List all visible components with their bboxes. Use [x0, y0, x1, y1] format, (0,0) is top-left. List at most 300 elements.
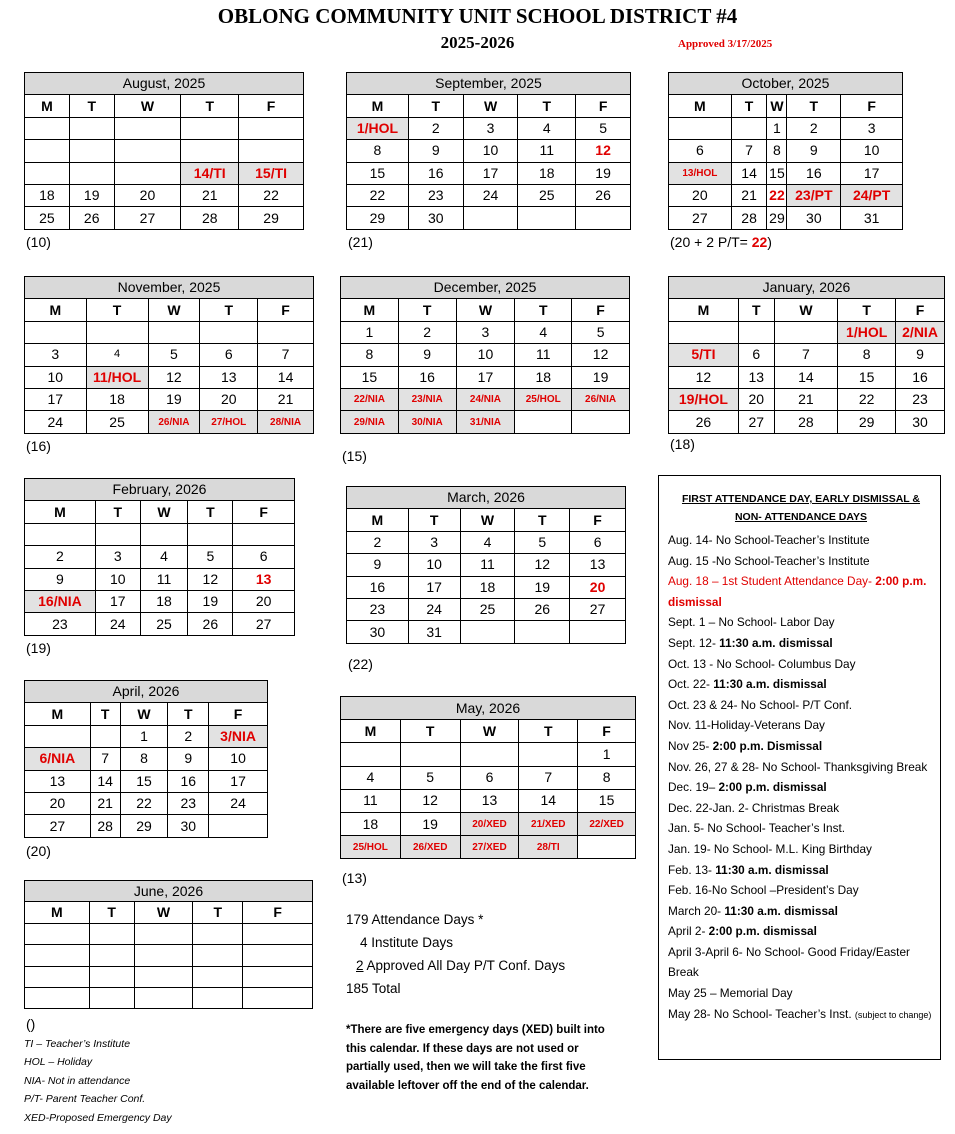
day-cell: 17	[456, 366, 515, 388]
day-cell: 11	[460, 554, 515, 576]
legend-item: HOL – Holiday	[24, 1056, 93, 1069]
day-cell: 28	[774, 411, 838, 433]
weekday-header: T	[519, 720, 578, 743]
day-cell: 7	[731, 140, 767, 162]
week-row	[669, 388, 945, 410]
legend-item: TI – Teacher’s Institute	[24, 1038, 131, 1050]
day-cell: 28	[90, 815, 120, 837]
day-cell: 19	[515, 576, 570, 598]
day-cell: 11	[140, 568, 188, 590]
day-cell: 21	[90, 792, 120, 814]
day-cell: 13	[233, 568, 295, 590]
weekday-header: M	[341, 720, 401, 743]
day-cell: 3	[456, 321, 515, 343]
day-cell: 18	[460, 576, 515, 598]
day-cell	[774, 321, 838, 343]
day-cell: 22	[239, 184, 304, 206]
day-cell	[134, 945, 193, 966]
day-cell: 25/HOL	[341, 836, 401, 859]
day-cell: 26/NIA	[572, 388, 630, 410]
important-date-item: May 25 – Memorial Day	[668, 986, 793, 1001]
day-cell: 15	[120, 770, 168, 792]
week-row	[347, 207, 631, 229]
weekday-header: M	[25, 299, 87, 321]
day-cell: 30	[408, 207, 463, 229]
day-cell: 17	[25, 388, 87, 410]
day-cell	[193, 945, 243, 966]
day-cell: 30	[168, 815, 209, 837]
important-date-item: Oct. 13 - No School- Columbus Day	[668, 656, 856, 671]
day-cell	[114, 140, 181, 162]
day-cell: 2	[398, 321, 456, 343]
day-cell: 10	[841, 140, 903, 162]
day-cell: 23	[168, 792, 209, 814]
day-cell	[463, 207, 518, 229]
day-cell: 7	[774, 344, 838, 366]
month-calendar	[24, 478, 295, 636]
week-row	[347, 576, 626, 598]
day-cell	[25, 117, 70, 139]
important-date-item: April 3-April 6- No School- Good Friday/Easter Break	[668, 944, 910, 980]
day-cell: 5	[576, 117, 631, 139]
day-cell	[89, 966, 134, 987]
day-cell: 11/HOL	[86, 366, 148, 388]
day-cell: 24	[463, 184, 518, 206]
weekday-header: T	[168, 703, 209, 725]
important-date-item: Sept. 1 – No School- Labor Day	[668, 615, 835, 630]
day-cell: 12	[188, 568, 233, 590]
day-cell: 18	[515, 366, 572, 388]
weekday-header: T	[181, 95, 239, 117]
day-cell: 18	[86, 388, 148, 410]
week-row	[25, 792, 268, 814]
day-cell: 7	[258, 344, 314, 366]
day-cell	[193, 966, 243, 987]
day-cell: 1	[767, 117, 787, 139]
day-cell	[140, 523, 188, 545]
week-row	[25, 945, 313, 966]
day-cell: 22	[120, 792, 168, 814]
day-cell: 10	[463, 140, 518, 162]
weekday-header: T	[90, 703, 120, 725]
day-cell: 13	[25, 770, 91, 792]
day-cell: 13	[570, 554, 626, 576]
day-cell	[460, 743, 519, 766]
day-cell: 14	[774, 366, 838, 388]
day-cell: 8	[838, 344, 896, 366]
day-cell: 12	[515, 554, 570, 576]
month-attendance-count: (13)	[342, 870, 367, 886]
day-cell: 29	[120, 815, 168, 837]
day-cell: 29	[239, 207, 304, 229]
day-cell: 21	[774, 388, 838, 410]
day-cell: 26	[188, 613, 233, 635]
day-cell	[341, 743, 401, 766]
day-cell: 27/XED	[460, 836, 519, 859]
day-cell	[148, 321, 200, 343]
legend	[24, 1035, 172, 1127]
day-cell: 15/TI	[239, 162, 304, 184]
important-date-item: Oct. 22- 11:30 a.m. dismissal	[668, 677, 827, 692]
month-calendar	[346, 486, 626, 644]
day-cell: 20	[738, 388, 774, 410]
day-cell: 16/NIA	[25, 590, 96, 612]
weekday-header: W	[140, 501, 188, 523]
day-cell: 19/HOL	[669, 388, 739, 410]
school-year: 2025-2026	[440, 33, 515, 52]
day-cell: 11	[515, 344, 572, 366]
week-row	[25, 162, 304, 184]
day-cell	[181, 117, 239, 139]
day-cell	[95, 523, 140, 545]
legend-item: NIA- Not in attendance	[24, 1074, 131, 1087]
month-name: August, 2025	[25, 73, 304, 95]
week-row	[341, 344, 630, 366]
day-cell: 27	[233, 613, 295, 635]
day-cell: 26	[669, 411, 739, 433]
weekday-header: W	[148, 299, 200, 321]
day-cell: 22	[767, 184, 787, 206]
day-cell	[69, 117, 114, 139]
day-cell	[193, 923, 243, 944]
day-cell: 15	[578, 789, 636, 812]
day-cell: 18	[25, 184, 70, 206]
day-cell	[576, 207, 631, 229]
day-cell: 16	[787, 162, 841, 184]
weekday-header: F	[258, 299, 314, 321]
day-cell	[669, 321, 739, 343]
day-cell	[239, 140, 304, 162]
weekday-header: F	[576, 95, 631, 117]
weekday-header: T	[89, 902, 134, 923]
weekday-header: W	[456, 299, 515, 321]
day-cell: 10	[25, 366, 87, 388]
day-cell: 24	[209, 792, 268, 814]
day-cell: 16	[408, 162, 463, 184]
week-row	[25, 568, 295, 590]
day-cell: 17	[95, 590, 140, 612]
day-cell	[25, 987, 90, 1008]
week-row	[25, 411, 314, 433]
day-cell: 29	[838, 411, 896, 433]
week-row	[669, 117, 903, 139]
day-cell	[114, 162, 181, 184]
day-cell: 10	[408, 554, 460, 576]
weekday-header: F	[209, 703, 268, 725]
month-name: November, 2025	[25, 277, 314, 299]
day-cell: 30	[787, 207, 841, 229]
week-row	[341, 836, 636, 859]
weekday-header: T	[188, 501, 233, 523]
day-cell: 26	[69, 207, 114, 229]
day-cell: 26/XED	[400, 836, 460, 859]
important-date-item: Aug. 18 – 1st Student Attendance Day- 2:00 p.m. dismissal	[668, 574, 927, 609]
week-row	[25, 546, 295, 568]
week-row	[341, 411, 630, 433]
day-cell: 27	[114, 207, 181, 229]
day-cell	[518, 207, 576, 229]
week-row	[25, 321, 314, 343]
day-cell	[89, 945, 134, 966]
weekday-header: F	[233, 501, 295, 523]
day-cell: 6/NIA	[25, 748, 91, 770]
pt-conf-label: Approved All Day P/T Conf. Days	[363, 958, 566, 973]
important-date-item: Nov. 26, 27 & 28- No School- Thanksgiving Break	[668, 759, 928, 774]
weekday-header: T	[731, 95, 767, 117]
day-cell: 1	[578, 743, 636, 766]
month-name: February, 2026	[25, 479, 295, 501]
weekday-header: W	[114, 95, 181, 117]
day-cell	[738, 321, 774, 343]
day-cell: 1/HOL	[838, 321, 896, 343]
important-date-item: May 28- No School- Teacher’s Inst. (subject to change)	[668, 1006, 932, 1021]
week-row	[25, 388, 314, 410]
week-row	[347, 117, 631, 139]
day-cell: 31/NIA	[456, 411, 515, 433]
day-cell: 9	[168, 748, 209, 770]
day-cell	[209, 815, 268, 837]
day-cell	[200, 321, 258, 343]
week-row	[341, 366, 630, 388]
day-cell: 22	[347, 184, 409, 206]
weekday-header: F	[570, 509, 626, 531]
day-cell: 6	[460, 766, 519, 789]
important-date-item: Feb. 16-No School –President’s Day	[668, 883, 859, 898]
day-summary	[346, 908, 565, 1000]
important-date-item: April 2- 2:00 p.m. dismissal	[668, 924, 817, 939]
day-cell: 20	[570, 576, 626, 598]
day-cell: 17	[209, 770, 268, 792]
day-cell	[134, 987, 193, 1008]
month-calendar	[24, 880, 313, 1009]
day-cell: 25	[518, 184, 576, 206]
weekday-header: M	[341, 299, 399, 321]
week-row	[347, 162, 631, 184]
day-cell: 26	[576, 184, 631, 206]
weekday-header: W	[767, 95, 787, 117]
day-cell: 12	[148, 366, 200, 388]
day-cell: 1	[341, 321, 399, 343]
day-cell: 3	[25, 344, 87, 366]
important-date-item: Sept. 12- 11:30 a.m. dismissal	[668, 635, 833, 650]
weekday-header: T	[398, 299, 456, 321]
month-attendance-count: (16)	[26, 438, 51, 454]
month-attendance-count: (20 + 2 P/T= 22)	[670, 234, 772, 250]
week-row	[25, 344, 314, 366]
week-row	[25, 613, 295, 635]
week-row	[669, 207, 903, 229]
day-cell: 23	[408, 184, 463, 206]
day-cell: 11	[341, 789, 401, 812]
day-cell: 2	[347, 531, 409, 553]
day-cell	[25, 140, 70, 162]
day-cell: 2	[408, 117, 463, 139]
day-cell	[400, 743, 460, 766]
day-cell	[114, 117, 181, 139]
day-cell: 6	[200, 344, 258, 366]
week-row	[347, 598, 626, 620]
day-cell	[25, 725, 91, 747]
week-row	[347, 621, 626, 643]
day-cell: 9	[398, 344, 456, 366]
weekday-header: W	[460, 720, 519, 743]
day-cell: 16	[398, 366, 456, 388]
day-cell: 5/TI	[669, 344, 739, 366]
month-name: March, 2026	[347, 487, 626, 509]
weekday-header: T	[193, 902, 243, 923]
weekday-header: F	[243, 902, 313, 923]
day-cell: 24	[95, 613, 140, 635]
day-cell: 23/NIA	[398, 388, 456, 410]
day-cell: 28/NIA	[258, 411, 314, 433]
weekday-header: F	[578, 720, 636, 743]
day-cell: 15	[347, 162, 409, 184]
day-cell	[519, 743, 578, 766]
weekday-header: F	[239, 95, 304, 117]
month-attendance-count: (18)	[670, 436, 695, 452]
day-cell	[669, 117, 732, 139]
day-cell	[243, 923, 313, 944]
day-cell: 16	[896, 366, 945, 388]
weekday-header: W	[120, 703, 168, 725]
day-cell: 15	[341, 366, 399, 388]
day-cell: 13	[738, 366, 774, 388]
day-cell: 20	[25, 792, 91, 814]
day-cell	[243, 987, 313, 1008]
weekday-header: T	[400, 720, 460, 743]
weekday-header: W	[774, 299, 838, 321]
week-row	[669, 162, 903, 184]
weekday-header: W	[460, 509, 515, 531]
day-cell: 2	[25, 546, 96, 568]
day-cell	[570, 621, 626, 643]
day-cell: 19	[572, 366, 630, 388]
week-row	[341, 743, 636, 766]
day-cell: 21	[181, 184, 239, 206]
day-cell: 2/NIA	[896, 321, 945, 343]
important-date-item: March 20- 11:30 a.m. dismissal	[668, 903, 838, 918]
day-cell: 12	[400, 789, 460, 812]
day-cell	[69, 162, 114, 184]
weekday-header: M	[25, 501, 96, 523]
weekday-header: M	[25, 902, 90, 923]
important-date-item: Nov. 11-Holiday-Veterans Day	[668, 718, 825, 733]
weekday-header: T	[515, 509, 570, 531]
month-calendar	[340, 276, 630, 434]
day-cell: 12	[572, 344, 630, 366]
day-cell: 15	[767, 162, 787, 184]
day-cell: 27	[738, 411, 774, 433]
important-date-item: Feb. 13- 11:30 a.m. dismissal	[668, 862, 829, 877]
day-cell: 20	[233, 590, 295, 612]
day-cell: 4	[460, 531, 515, 553]
day-cell: 12	[669, 366, 739, 388]
important-dates-panel	[658, 475, 941, 1060]
week-row	[25, 770, 268, 792]
day-cell: 10	[456, 344, 515, 366]
day-cell: 5	[515, 531, 570, 553]
day-cell: 23	[896, 388, 945, 410]
week-row	[669, 184, 903, 206]
day-cell: 27	[570, 598, 626, 620]
day-cell: 14	[519, 789, 578, 812]
month-calendar	[668, 276, 945, 434]
day-cell: 13	[460, 789, 519, 812]
important-date-item: Aug. 14- No School-Teacher’s Institute	[668, 533, 870, 547]
day-cell: 21	[258, 388, 314, 410]
important-date-item: Jan. 19- No School- M.L. King Birthday	[668, 841, 872, 856]
day-cell	[25, 162, 70, 184]
day-cell: 9	[25, 568, 96, 590]
day-cell: 8	[341, 344, 399, 366]
day-cell: 25	[140, 613, 188, 635]
weekday-header: W	[134, 902, 193, 923]
emergency-days-note: *There are five emergency days (XED) built into this calendar. If these days are not used or partially used, then we will take the first five available leftover off the end of the calendar.	[346, 1024, 605, 1092]
day-cell: 3	[841, 117, 903, 139]
day-cell: 9	[896, 344, 945, 366]
month-attendance-count: (15)	[342, 448, 367, 464]
day-cell: 4	[518, 117, 576, 139]
weekday-header: T	[408, 95, 463, 117]
day-cell: 10	[95, 568, 140, 590]
week-row	[341, 321, 630, 343]
day-cell: 20	[114, 184, 181, 206]
day-cell	[460, 621, 515, 643]
week-row	[347, 554, 626, 576]
day-cell	[25, 923, 90, 944]
day-cell: 4	[515, 321, 572, 343]
month-name: April, 2026	[25, 681, 268, 703]
weekday-header: M	[669, 299, 739, 321]
day-cell	[239, 117, 304, 139]
day-cell: 19	[69, 184, 114, 206]
weekday-header: T	[515, 299, 572, 321]
week-row	[347, 184, 631, 206]
day-cell: 19	[148, 388, 200, 410]
week-row	[347, 140, 631, 162]
important-date-item: Nov 25- 2:00 p.m. Dismissal	[668, 738, 823, 753]
day-cell	[181, 140, 239, 162]
important-date-item: Oct. 23 & 24- No School- P/T Conf.	[668, 697, 853, 712]
day-cell: 15	[838, 366, 896, 388]
week-row	[25, 987, 313, 1008]
important-date-item: Dec. 22-Jan. 2- Christmas Break	[668, 800, 840, 815]
day-cell: 24/NIA	[456, 388, 515, 410]
month-name: January, 2026	[669, 277, 945, 299]
day-cell	[25, 945, 90, 966]
important-date-item: Dec. 19– 2:00 p.m. dismissal	[668, 780, 827, 795]
weekday-header: T	[69, 95, 114, 117]
day-cell: 24/PT	[841, 184, 903, 206]
day-cell: 23/PT	[787, 184, 841, 206]
week-row	[25, 140, 304, 162]
day-cell: 21/XED	[519, 812, 578, 835]
month-calendar	[24, 72, 304, 230]
month-attendance-count: (10)	[26, 234, 51, 250]
day-cell: 22/NIA	[341, 388, 399, 410]
day-cell: 6	[669, 140, 732, 162]
day-cell: 19	[400, 812, 460, 835]
day-cell: 16	[347, 576, 409, 598]
day-cell: 25	[460, 598, 515, 620]
day-cell: 27	[25, 815, 91, 837]
weekday-header: T	[838, 299, 896, 321]
day-cell: 26/NIA	[148, 411, 200, 433]
day-cell: 8	[347, 140, 409, 162]
day-cell: 5	[148, 344, 200, 366]
day-cell: 14/TI	[181, 162, 239, 184]
day-cell	[90, 725, 120, 747]
